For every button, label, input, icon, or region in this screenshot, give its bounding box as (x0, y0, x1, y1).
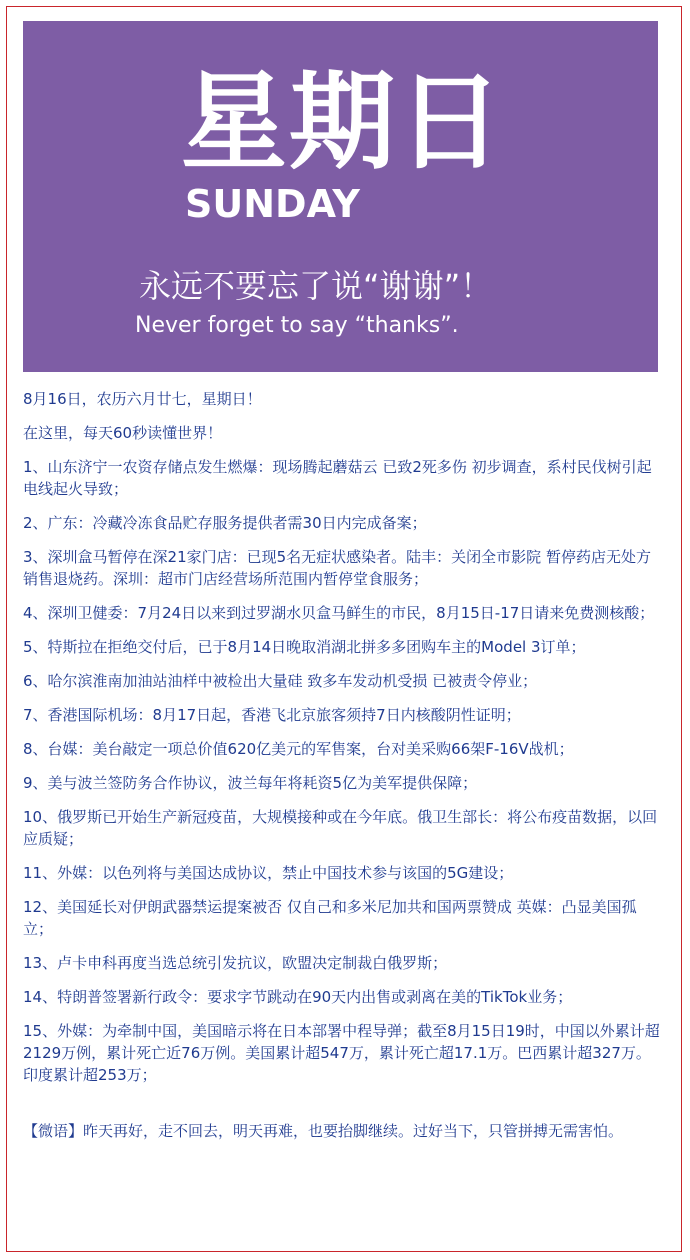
news-item: 14、特朗普签署新行政令：要求字节跳动在90天内出售或剥离在美的TikTok业务； (23, 988, 573, 1006)
news-item: 13、卢卡申科再度当选总统引发抗议，欧盟决定制裁白俄罗斯； (23, 954, 448, 972)
news-item: 3、深圳盒马暂停在深21家门店：已现5名无症状感染者。陆丰：关闭全市影院 暂停药店无处方销售退烧药。深圳：超市门店经营场所范围内暂停堂食服务； (23, 548, 651, 588)
news-item: 8、台媒：美台敲定一项总价值620亿美元的军售案，台对美采购66架F-16V战机； (23, 740, 574, 758)
news-item: 11、外媒：以色列将与美国达成协议，禁止中国技术参与该国的5G建设； (23, 864, 514, 882)
news-item: 4、深圳卫健委：7月24日以来到过罗湖水贝盒马鲜生的市民，8月15日-17日请来免费测核酸； (23, 604, 655, 622)
article-body (23, 388, 663, 1154)
news-item: 7、香港国际机场：8月17日起，香港飞北京旅客须持7日内核酸阴性证明； (23, 706, 521, 724)
news-item: 6、哈尔滨淮南加油站油样中被检出大量硅 致多车发动机受损 已被责令停业； (23, 672, 538, 690)
banner-title-en: SUNDAY (185, 182, 360, 226)
header-banner (23, 21, 658, 372)
banner-slogan-en: Never forget to say “thanks”. (135, 313, 459, 338)
news-item: 2、广东：冷藏冷冻食品贮存服务提供者需30日内完成备案； (23, 514, 427, 532)
news-item: 5、特斯拉在拒绝交付后，已于8月14日晚取消湖北拼多多团购车主的Model 3订单； (23, 638, 586, 656)
banner-title-cn: 星期日 (181, 61, 505, 184)
tagline: 在这里，每天60秒读懂世界！ (23, 424, 223, 442)
banner-slogan-cn: 永远不要忘了说“谢谢”！ (139, 267, 493, 305)
closing-quote: 【微语】昨天再好，走不回去，明天再难，也要抬脚继续。过好当下，只管拼搏无需害怕。 (23, 1122, 624, 1140)
news-item: 10、俄罗斯已开始生产新冠疫苗，大规模接种或在今年底。俄卫生部长：将公布疫苗数据，以回应质疑； (23, 808, 658, 848)
news-item: 12、美国延长对伊朗武器禁运提案被否 仅自己和多米尼加共和国两票赞成 英媒：凸显美国孤立； (23, 898, 637, 938)
date-line: 8月16日，农历六月廿七，星期日！ (23, 390, 262, 408)
news-item: 1、山东济宁一农资存储点发生燃爆：现场腾起蘑菇云 已致2死多伤 初步调查，系村民伐树引起电线起火导致； (23, 458, 652, 498)
spacer (23, 1098, 663, 1120)
news-item: 15、外媒：为牵制中国，美国暗示将在日本部署中程导弹；截至8月15日19时，中国以外累计超2129万例，累计死亡近76万例。美国累计超547万，累计死亡超17.1万。巴西累计超327万。印度累计超253万； (23, 1022, 660, 1084)
news-item: 9、美与波兰签防务合作协议，波兰每年将耗资5亿为美军提供保障； (23, 774, 478, 792)
